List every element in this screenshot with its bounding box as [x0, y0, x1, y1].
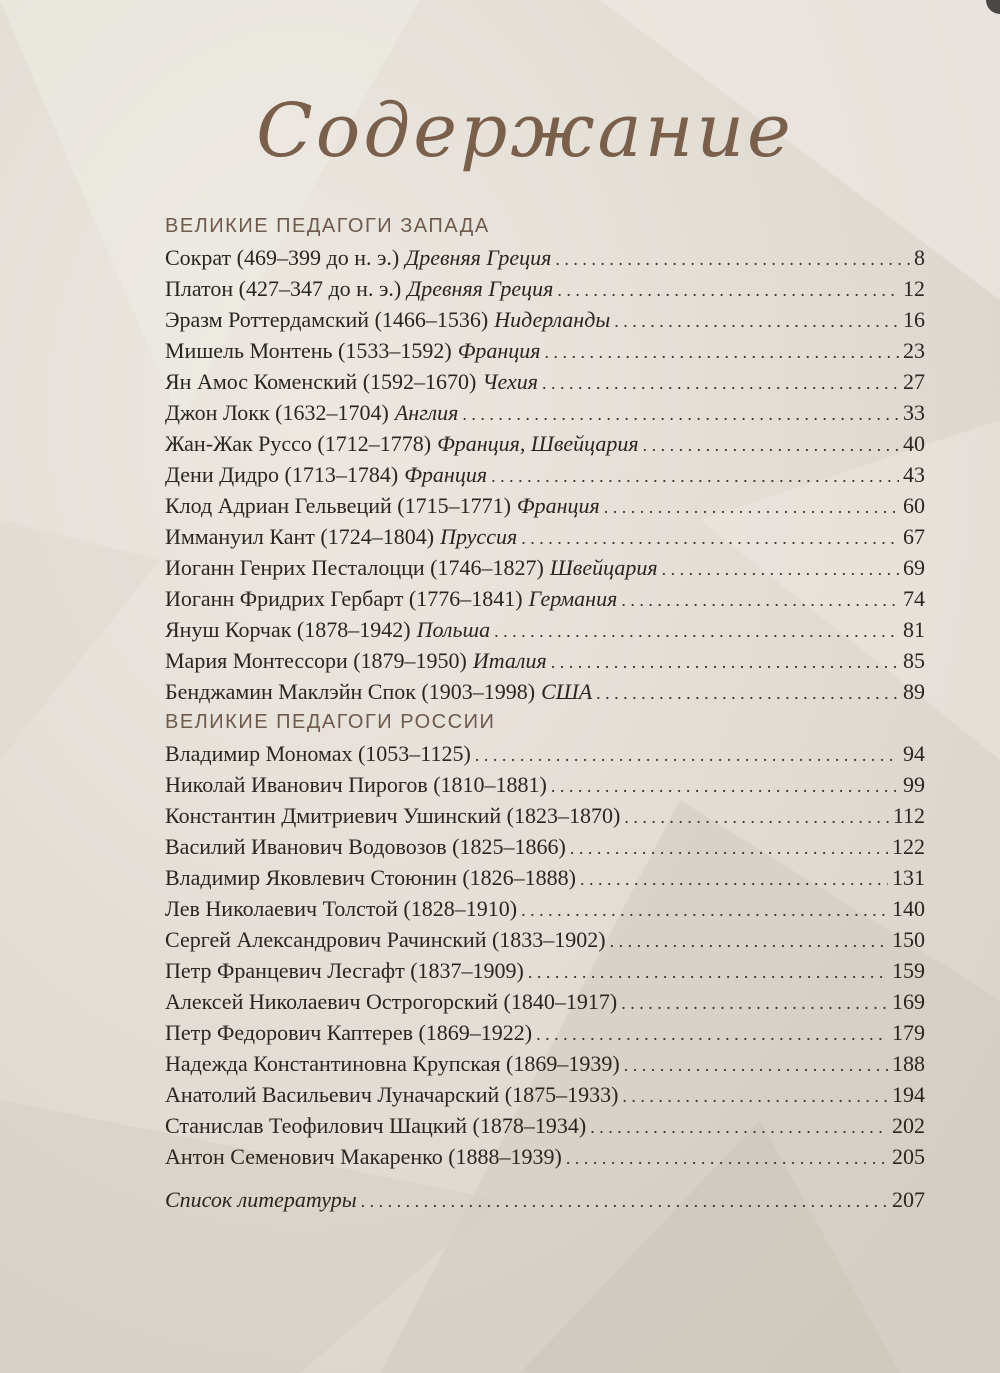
page-title: Содержание [256, 88, 794, 174]
section-heading: ВЕЛИКИЕ ПЕДАГОГИ РОССИИ [165, 711, 496, 733]
dot-leader [610, 926, 888, 957]
entry-page: 94 [903, 741, 925, 766]
entry-list [165, 738, 925, 1172]
entry-country: Англия [394, 400, 459, 425]
entry-country: Италия [472, 648, 547, 673]
toc-entry [165, 459, 925, 490]
dot-leader [551, 771, 899, 802]
entry-page: 169 [892, 989, 925, 1014]
toc-entry [165, 583, 925, 614]
toc-entry [165, 1141, 925, 1172]
entry-name: Петр Федорович Каптерев (1869–1922) [165, 1020, 533, 1045]
entry-name: Джон Локк (1632–1704) [165, 400, 389, 425]
entry-name: Ян Амос Коменский (1592–1670) [165, 369, 477, 394]
entry-page: 12 [903, 276, 925, 301]
entry-page: 85 [903, 648, 925, 673]
toc-entry [165, 366, 925, 397]
entry-name: Николай Иванович Пирогов (1810–1881) [165, 772, 547, 797]
entry-name: Константин Дмитриевич Ушинский (1823–1870) [165, 803, 621, 828]
entry-country: Германия [528, 586, 618, 611]
toc-entry [165, 335, 925, 366]
dot-leader [361, 1186, 888, 1217]
entry-name: Януш Корчак (1878–1942) [165, 617, 411, 642]
entry-country: Франция [457, 338, 541, 363]
entry-name: Лев Николаевич Толстой (1828–1910) [165, 896, 518, 921]
entry-page: 60 [903, 493, 925, 518]
bibliography-entry [165, 1184, 925, 1215]
entry-page: 188 [892, 1051, 925, 1076]
toc-entry [165, 955, 925, 986]
entry-page: 112 [892, 803, 925, 828]
entry-page: 43 [903, 462, 925, 487]
entry-country: Франция, Швейцария [437, 431, 639, 456]
dot-leader [590, 1112, 888, 1143]
dot-leader [624, 802, 888, 833]
dot-leader [566, 1143, 888, 1174]
entry-page: 69 [903, 555, 925, 580]
entry-country: Нидерланды [494, 307, 611, 332]
entry-country: Древняя Греция [405, 245, 552, 270]
toc-entry [165, 862, 925, 893]
dot-leader [662, 554, 899, 585]
entry-name: Петр Францевич Лесгафт (1837–1909) [165, 958, 524, 983]
entry-page: 131 [892, 865, 925, 890]
entry-name: Иоганн Фридрих Гербарт (1776–1841) [165, 586, 523, 611]
dot-leader [494, 616, 899, 647]
toc-entry [165, 924, 925, 955]
entry-page: 27 [903, 369, 925, 394]
dot-leader [528, 957, 888, 988]
dot-leader [542, 368, 899, 399]
entry-name: Владимир Мономах (1053–1125) [165, 741, 471, 766]
entry-name: Анатолий Васильевич Луначарский (1875–1933) [165, 1082, 619, 1107]
toc-entry [165, 1048, 925, 1079]
toc-entry [165, 800, 925, 831]
toc-entry [165, 273, 925, 304]
entry-page: 207 [892, 1187, 925, 1212]
entry-page: 23 [903, 338, 925, 363]
entry-country: Чехия [482, 369, 538, 394]
dot-leader [621, 585, 899, 616]
toc-entry [165, 831, 925, 862]
entry-page: 179 [892, 1020, 925, 1045]
dot-leader [521, 895, 888, 926]
dot-leader [491, 461, 899, 492]
toc-entry [165, 1110, 925, 1141]
entry-name: Платон (427–347 до н. э.) [165, 276, 402, 301]
entry-country: Древняя Греция [407, 276, 554, 301]
section-russia [165, 706, 925, 1172]
entry-page: 81 [903, 617, 925, 642]
entry-country: США [541, 679, 593, 704]
entry-name: Жан-Жак Руссо (1712–1778) [165, 431, 432, 456]
entry-page: 159 [892, 958, 925, 983]
entry-page: 202 [892, 1113, 925, 1138]
entry-name: Эразм Роттердамский (1466–1536) [165, 307, 489, 332]
dot-leader [596, 678, 899, 709]
dot-leader [604, 492, 899, 523]
toc-entry [165, 738, 925, 769]
entry-country: Пруссия [440, 524, 518, 549]
entry-name: Дени Дидро (1713–1784) [165, 462, 399, 487]
entry-page: 150 [892, 927, 925, 952]
toc-entry [165, 490, 925, 521]
entry-page: 99 [903, 772, 925, 797]
toc-entry [165, 645, 925, 676]
entry-name: Надежда Константиновна Крупская (1869–1939) [165, 1051, 620, 1076]
entry-page: 205 [892, 1144, 925, 1169]
dot-leader [536, 1019, 888, 1050]
bibliography-section [165, 1184, 925, 1215]
toc-entry [165, 1079, 925, 1110]
entry-name: Алексей Николаевич Острогорский (1840–1917) [165, 989, 618, 1014]
dot-leader [475, 740, 899, 771]
toc-entry [165, 1017, 925, 1048]
section-heading: ВЕЛИКИЕ ПЕДАГОГИ ЗАПАДА [165, 215, 490, 237]
entry-country: Швейцария [549, 555, 658, 580]
entry-page: 67 [903, 524, 925, 549]
entry-page: 33 [903, 400, 925, 425]
entry-name: Иммануил Кант (1724–1804) [165, 524, 435, 549]
dot-leader [557, 275, 899, 306]
dot-leader [624, 1050, 888, 1081]
entry-page: 40 [903, 431, 925, 456]
toc-entry [165, 893, 925, 924]
dot-leader [551, 647, 899, 678]
toc-entry [165, 614, 925, 645]
dot-leader [622, 1081, 888, 1112]
dot-leader [545, 337, 899, 368]
dot-leader [555, 244, 910, 275]
dot-leader [614, 306, 899, 337]
toc-entry [165, 242, 925, 273]
toc-entry [165, 304, 925, 335]
dot-leader [521, 523, 899, 554]
entry-name: Василий Иванович Водовозов (1825–1866) [165, 834, 566, 859]
entry-page: 122 [892, 834, 925, 859]
entry-name: Сергей Александрович Рачинский (1833–1902) [165, 927, 606, 952]
entry-country: Франция [404, 462, 488, 487]
dot-leader [621, 988, 888, 1019]
entry-name: Иоганн Генрих Песталоцци (1746–1827) [165, 555, 544, 580]
toc-entry [165, 769, 925, 800]
toc-entry [165, 428, 925, 459]
dot-leader [570, 833, 888, 864]
entry-name: Клод Адриан Гельвеций (1715–1771) [165, 493, 511, 518]
toc-entry [165, 552, 925, 583]
entry-name: Сократ (469–399 до н. э.) [165, 245, 400, 270]
toc-entry [165, 676, 925, 707]
entry-page: 74 [903, 586, 925, 611]
entry-page: 194 [892, 1082, 925, 1107]
entry-name: Мишель Монтень (1533–1592) [165, 338, 452, 363]
entry-page: 140 [892, 896, 925, 921]
entry-name: Бенджамин Маклэйн Спок (1903–1998) [165, 679, 536, 704]
entry-name: Станислав Теофилович Шацкий (1878–1934) [165, 1113, 587, 1138]
dot-leader [462, 399, 899, 430]
entry-page: 8 [914, 245, 925, 270]
entry-name: Список литературы [165, 1187, 357, 1212]
toc-entry [165, 521, 925, 552]
entry-name: Антон Семенович Макаренко (1888–1939) [165, 1144, 562, 1169]
section-west [165, 210, 925, 707]
dot-leader [580, 864, 888, 895]
entry-page: 89 [903, 679, 925, 704]
entry-country: Польша [416, 617, 491, 642]
entry-name: Мария Монтессори (1879–1950) [165, 648, 467, 673]
entry-name: Владимир Яковлевич Стоюнин (1826–1888) [165, 865, 577, 890]
dot-leader [643, 430, 899, 461]
entry-page: 16 [903, 307, 925, 332]
entry-country: Франция [516, 493, 600, 518]
toc-entry [165, 986, 925, 1017]
toc-entry [165, 397, 925, 428]
entry-list [165, 242, 925, 707]
